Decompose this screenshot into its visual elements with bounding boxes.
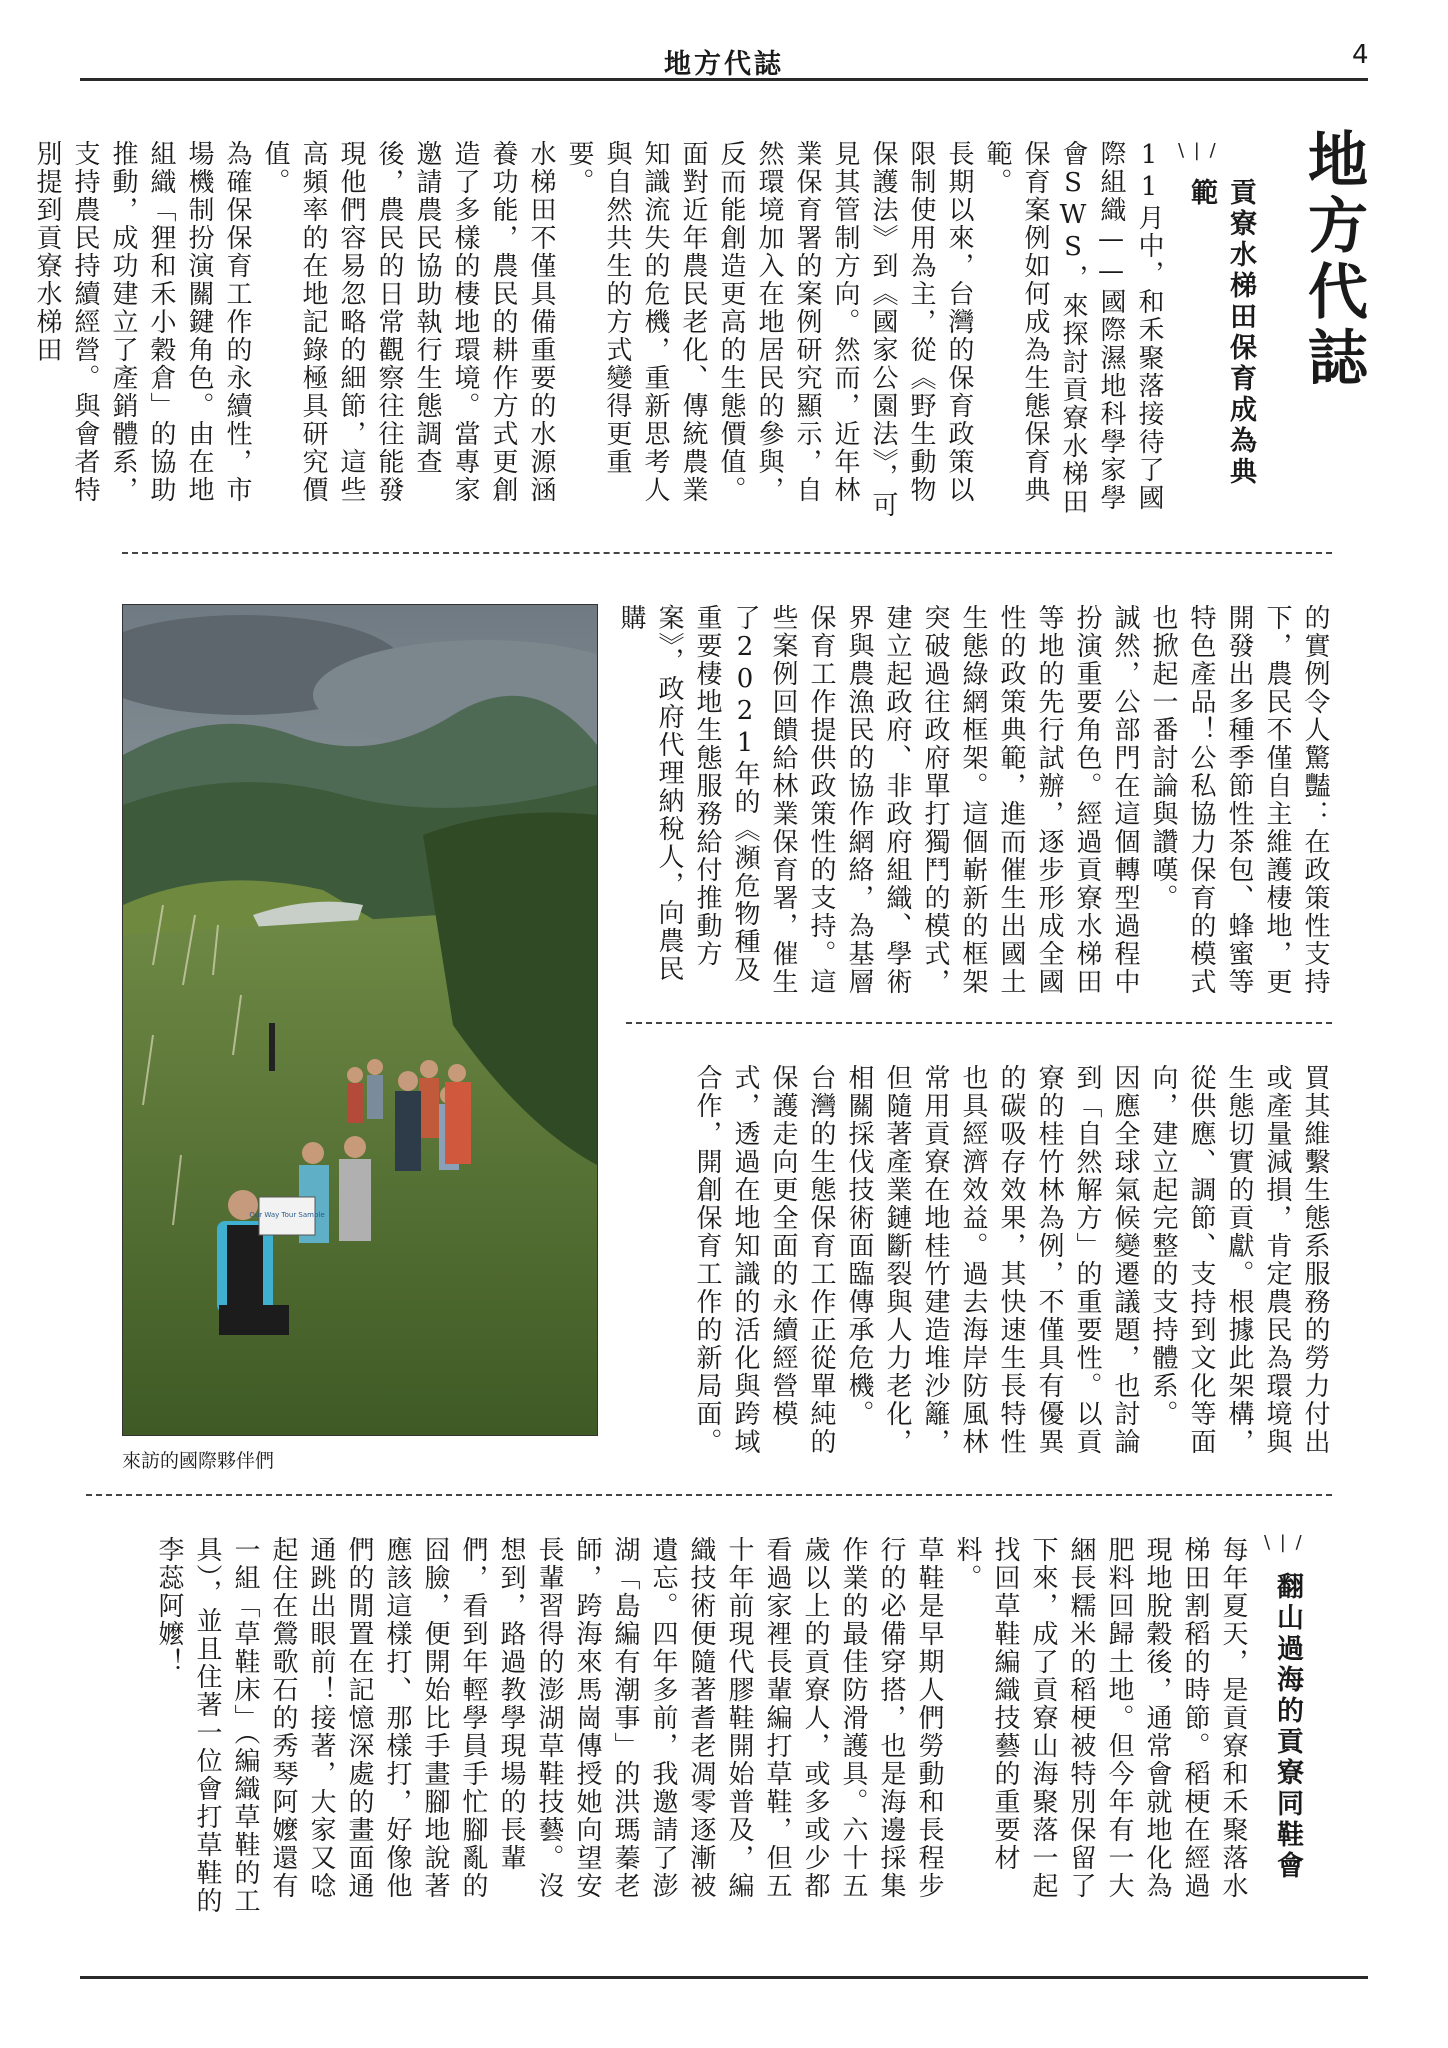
article2-headline: 翻山過海的貢寮同鞋會 bbox=[1272, 1572, 1303, 1882]
photo-caption: 來訪的國際夥伴們 bbox=[122, 1450, 275, 1472]
article1-paragraph: 的實例令人驚豔：在政策性支持下，農民不僅自主維護棲地，更開發出多種季節性茶包、蜂蜜等特色產品！公私協力保育的模式也掀起一番討論與讚嘆。 bbox=[1148, 604, 1330, 996]
article1-body bbox=[32, 140, 1168, 520]
header-rule bbox=[80, 78, 1368, 81]
page-number: 4 bbox=[1352, 40, 1369, 70]
spark-decoration-icon: \ | / bbox=[1264, 1532, 1304, 1553]
header-title: 地方代誌 bbox=[664, 49, 784, 80]
section-divider bbox=[86, 1494, 1332, 1496]
article1-paragraph: 長期以來，台灣的保育政策以限制使用為主，從《野生動物保護法》到《國家公園法》，可見其管制方向。然而，近年林業保育署的案例研究顯示，自然環境加入在地居民的參與，反而能創造更高的生態價值。面對近年農民老化、傳統農業知識流失的危機，重新思考人與自然共生的方式變得更重要。 bbox=[564, 140, 974, 519]
article1-paragraph: 買其維繫生態系服務的勞力付出或產量減損，肯定農民為環境與生態切實的貢獻。根據此架構，從供應、調節、支持到文化等面向，建立起完整的支持體系。 bbox=[1148, 1064, 1330, 1456]
article1-paragraph: 台灣的生態保育工作正從單純的保護走向更全面的永續經營模式，透過在地知識的活化與跨域合作，開創保育工作的新局面。 bbox=[692, 1064, 836, 1456]
photo-sign-text: Our Way Tour Sample bbox=[249, 1211, 325, 1219]
column-divider bbox=[626, 1022, 1332, 1024]
article2-paragraph: 草鞋是早期人們勞動和長程步行的必備穿搭，也是海邊採集作業的最佳防滑護具。六十五歲以上的貢寮人，或多或少都看過家裡長輩編打草鞋，但五十年前現代膠鞋開始普及，編織技術便隨著耆老凋零逐漸被遺忘。四年多前，我邀請了澎湖「島編有潮事」的洪瑪蓁老師，跨海來馬崗傳授她向望安長輩習得的澎湖草鞋技藝。沒想到，路過教學現場的長輩們，看到年輕學員手忙腳亂的囧臉，便開始比手畫腳地說著應該這樣打、那樣打，好像他們的閒置在記憶深處的畫面通通跳出眼前！接著，大家又唸起住在鶯歌石的秀琴阿嬤還有一組「草鞋床」（編織草鞋的工具），並且住著一位會打草鞋的李蕊阿嬤！ bbox=[154, 1536, 944, 1915]
article1-continuation-top bbox=[616, 604, 1334, 1004]
section-divider bbox=[122, 552, 1332, 554]
article1-paragraph: 水梯田不僅具備重要的水源涵養功能，農民的耕作方式更創造了多樣的棲地環境。當專家邀請農民協助執行生態調查後，農民的日常觀察往往能發現他們容易忽略的細節，這些高頻率的在地記錄極具研究價值。 bbox=[260, 140, 556, 504]
article1-headline: 貢寮水梯田保育成為典範 bbox=[1186, 178, 1256, 488]
spark-decoration-icon: \ | / bbox=[1178, 140, 1218, 161]
group-photo bbox=[122, 604, 598, 1436]
masthead: 地方代誌 bbox=[1298, 128, 1368, 392]
article1-paragraph: 11月中，和禾聚落接待了國際組織——國際濕地科學家學會SWS，來探討貢寮水梯田保育案例如何成為生態保育典範。 bbox=[982, 140, 1164, 516]
article2-paragraph: 每年夏天，是貢寮和禾聚落水梯田割稻的時節。稻梗在經過現地脫穀後，通常會就地化為肥料回歸土地。但今年有一大綑長糯米的稻梗被特別保留了下來，成了貢寮山海聚落一起找回草鞋編織技藝的重要材料。 bbox=[952, 1536, 1248, 1900]
article1-paragraph: 因應全球氣候變遷議題，也討論到「自然解方」的重要性。以貢寮的桂竹林為例，不僅具有優異的碳吸存效果，其快速生長特性也具經濟效益。過去海岸防風林常用貢寮在地桂竹建造堆沙籬，但隨著產業鏈斷裂與人力老化，相關採伐技術面臨傳承危機。 bbox=[844, 1064, 1140, 1456]
article1-paragraph: 誠然，公部門在這個轉型過程中扮演重要角色。經過貢寮水梯田等地的先行試辦，逐步形成全國性的政策典範，進而催生出國土生態綠網框架。這個嶄新的框架突破過往政府單打獨鬥的模式，建立起政府、非政府組織、學術界與農漁民的協作網絡，為基層保育工作提供政策性的支持。這些案例回饋給林業保育署，催生了2021年的《瀕危物種及重要棲地生態服務給付推動方案》，政府代理納稅人，向農民購 bbox=[616, 604, 1140, 996]
article1-paragraph: 為確保保育工作的永續性，市場機制扮演關鍵角色。由在地組織「狸和禾小穀倉」的協助推動，成功建立了產銷體系，支持農民持續經營。與會者特別提到貢寮水梯田 bbox=[32, 140, 252, 504]
article1-continuation-bottom bbox=[626, 1064, 1334, 1458]
article2-body bbox=[128, 1536, 1252, 1926]
landscape-illustration bbox=[123, 605, 597, 1435]
footer-rule bbox=[80, 1976, 1368, 1979]
